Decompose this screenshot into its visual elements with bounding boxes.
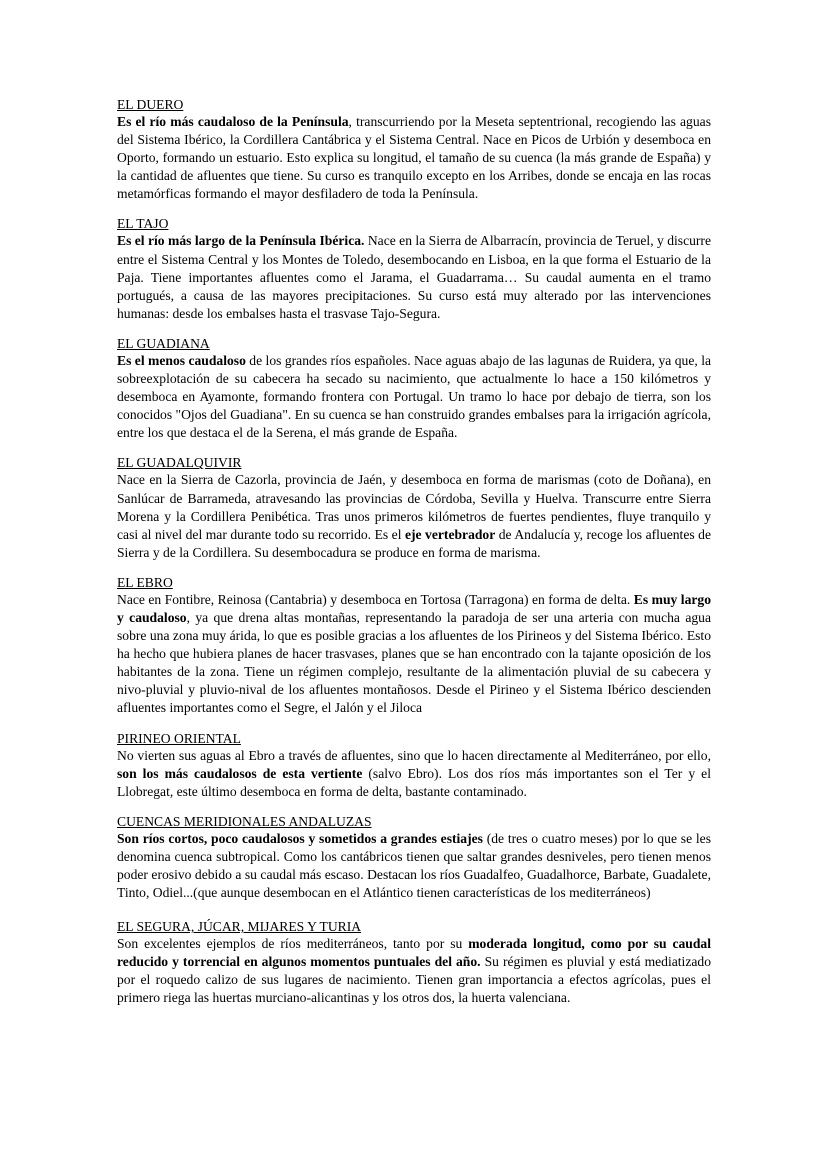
section-duero — [117, 96, 711, 203]
section-paragraph — [117, 935, 711, 1007]
paragraph-text: Son excelentes ejemplos de ríos mediterráneos, tanto por su — [117, 936, 469, 952]
section-heading: EL EBRO — [117, 574, 173, 590]
section-ebro — [117, 574, 711, 718]
section-paragraph — [117, 232, 711, 322]
paragraph-text: No vierten sus aguas al Ebro a través de afluentes, sino que lo hacen directamente al Mediterráneo, por ello, — [117, 747, 711, 763]
paragraph-text: , transcurriendo por la Meseta septentrional, recogiendo las aguas del Sistema Ibérico, la Cordillera Cantábrica y el Sistema Central. Nace en Picos de Urbión y desemboca en Oporto, formando un estuario. Esto explica su longitud, el tamaño de su cuenca (la más grande de España) y la cantidad de afluentes que tiene. Su curso es tranquilo excepto en los Arribes, donde se encaja en las rocas metamórficas formando el mayor desfiladero de toda la Península. — [117, 114, 711, 202]
section-heading: EL GUADIANA — [117, 335, 210, 351]
paragraph-text: de los grandes ríos españoles. Nace aguas abajo de las lagunas de Ruidera, ya que, la sobreexplotación de su cabecera ha secado su nacimiento, que actualmente lo hace a 150 kilómetros y desemboca en Ayamonte, formando frontera con Portugal. Un tramo lo hace por debajo de tierra, son los conocidos "Ojos del Guadiana". En su cuenca se han construido grandes embalses para la irrigación agrícola, entre los que destaca el de la Serena, el más grande de España. — [117, 352, 712, 441]
paragraph-text: de Andalucía y, recoge los afluentes de Sierra y de la Cordillera. Su desembocadura se produce en forma de marisma. — [117, 526, 711, 560]
paragraph-text-bold: moderada longitud, como por su caudal reducido y torrencial en algunos momentos puntuales del año. — [117, 936, 711, 970]
section-heading: EL SEGURA, JÚCAR, MIJARES Y TURIA — [117, 919, 362, 935]
document-body — [117, 96, 711, 1008]
section-paragraph — [117, 352, 711, 442]
section-guadiana — [117, 335, 711, 442]
section-segura-jucar — [117, 918, 711, 1007]
paragraph-text: Nace en la Sierra de Cazorla, provincia de Jaén, y desemboca en forma de marismas (coto de Doñana), en Sanlúcar de Barrameda, atravesando las provincias de Córdoba, Sevilla y Huelva. Transcurre entre Sierra Morena y la Cordillera Penibética. Tras unos primeros kilómetros de fuertes pendientes, fluye tranquilo y casi al nivel del mar durante todo su recorrido. Es el — [117, 472, 711, 542]
section-guadalquivir — [117, 454, 711, 561]
paragraph-text: Su régimen es pluvial y está mediatizado por el roquedo calizo de sus lugares de nacimiento. Tienen gran importancia a efectos agrícolas, pues el primero riega las huertas murciano-alicantinas y los otros dos, la huerta valenciana. — [117, 954, 711, 1006]
paragraph-text: (de tres o cuatro meses) por lo que se les denomina cuenca subtropical. Como los cantábricos tienen que saltar grandes desniveles, pero tienen menos poder erosivo debido a su caudal más escaso. Destacan los ríos Guadalfeo, Guadalhorce, Barbate, Guadalete, Tinto, Odiel...(que aunque desembocan en el Atlántico tienen características de los mediterráneos) — [117, 830, 712, 901]
section-heading: PIRINEO ORIENTAL — [117, 730, 241, 746]
paragraph-text-bold: Es muy largo y caudaloso — [117, 591, 711, 625]
paragraph-text-bold: Es el río más caudaloso de la Península — [117, 114, 349, 129]
section-paragraph — [117, 113, 711, 203]
paragraph-text: Nace en Fontibre, Reinosa (Cantabria) y desemboca en Tortosa (Tarragona) en forma de delta. — [117, 591, 634, 607]
paragraph-text-bold: Son ríos cortos, poco caudalosos y sometidos a grandes estiajes — [117, 830, 483, 846]
section-tajo — [117, 215, 711, 322]
paragraph-text-bold: eje vertebrador — [404, 526, 496, 542]
section-heading: EL GUADALQUIVIR — [117, 455, 242, 471]
section-heading: CUENCAS MERIDIONALES ANDALUZAS — [117, 813, 372, 829]
section-paragraph — [117, 830, 711, 902]
paragraph-text: Nace en la Sierra de Albarracín, provincia de Teruel, y discurre entre el Sistema Central y los Montes de Toledo, desembocando en Lisboa, en la que forma el Estuario de la Paja. Tiene importantes afluentes como el Jarama, el Guadarrama… Su caudal aumenta en el tramo portugués, a causa de las mayores precipitaciones. Su curso está muy alterado por las intervenciones humanas: desde los embalses hasta el trasvase Tajo-Segura. — [117, 233, 711, 321]
section-cuencas-meridionales — [117, 813, 711, 902]
section-paragraph — [117, 591, 711, 718]
section-heading: EL TAJO — [117, 216, 169, 232]
paragraph-text-bold: Es el río más largo de la Península Ibérica. — [117, 233, 365, 249]
paragraph-text-bold: Es el menos caudaloso — [117, 352, 246, 368]
section-heading: EL DUERO — [117, 97, 184, 112]
section-paragraph — [117, 471, 711, 561]
section-pirineo-oriental — [117, 730, 711, 801]
paragraph-text: , ya que drena altas montañas, representando la paradoja de ser una arteria con mucha agua sobre una zona muy árida, lo que es posible gracias a los afluentes de los Pirineos y del Sistema Ibérico. Esto ha hecho que hubiera planes de hacer trasvases, planes que se han encontrado con la tajante oposición de los habitantes de la zona. Tiene un régimen complejo, resultante de la alimentación pluvial de su cabecera y nivo-pluvial y pluvio-nival de los afluentes montañosos. Desde el Pirineo y el Sistema Ibérico descienden afluentes importantes como el Segre, el Jalón y el Jiloca — [117, 609, 711, 716]
paragraph-text: (salvo Ebro). Los dos ríos más importantes son el Ter y el Llobregat, este último desemboca en forma de delta, bastante contaminado. — [117, 765, 711, 799]
section-paragraph — [117, 747, 711, 801]
paragraph-text-bold: son los más caudalosos de esta vertiente — [117, 765, 363, 781]
